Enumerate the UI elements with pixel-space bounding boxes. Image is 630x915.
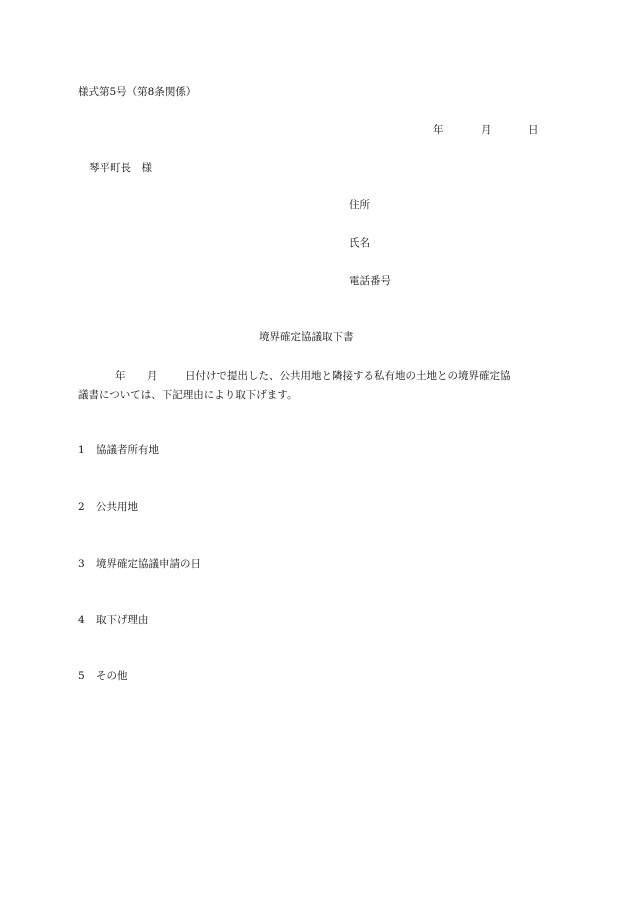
item-number: 1 xyxy=(78,444,85,456)
date-year-label: 年 xyxy=(433,124,444,136)
form-number: 様式第5号（第8条関係） xyxy=(78,86,197,98)
item-label: 協議者所有地 xyxy=(96,444,159,456)
body-text: 日付けで提出した、公共用地と隣接する私有地の土地との境界確定協 xyxy=(185,370,511,382)
body-year-label: 年 xyxy=(115,370,126,382)
document-title: 境界確定協議取下書 xyxy=(259,331,354,343)
item-number: 5 xyxy=(78,670,85,682)
body-paragraph-line-2: 議書については、下記理由により取下げます。 xyxy=(78,389,298,401)
date-month-label: 月 xyxy=(481,124,492,136)
list-item xyxy=(78,502,138,513)
address-label: 住所 xyxy=(349,199,370,211)
list-item xyxy=(78,671,128,682)
item-label: 公共用地 xyxy=(96,501,138,513)
name-label: 氏名 xyxy=(349,237,370,249)
item-label: その他 xyxy=(96,670,128,682)
item-label: 取下げ理由 xyxy=(96,614,149,626)
item-label: 境界確定協議申請の日 xyxy=(96,558,201,570)
body-month-label: 月 xyxy=(147,370,158,382)
phone-label: 電話番号 xyxy=(349,275,391,287)
addressee: 琴平町長 様 xyxy=(89,162,152,174)
date-day-label: 日 xyxy=(528,124,539,136)
list-item xyxy=(78,445,159,456)
list-item xyxy=(78,559,201,570)
item-number: 3 xyxy=(78,558,85,570)
item-number: 4 xyxy=(78,614,85,626)
list-item xyxy=(78,615,149,626)
item-number: 2 xyxy=(78,501,85,513)
